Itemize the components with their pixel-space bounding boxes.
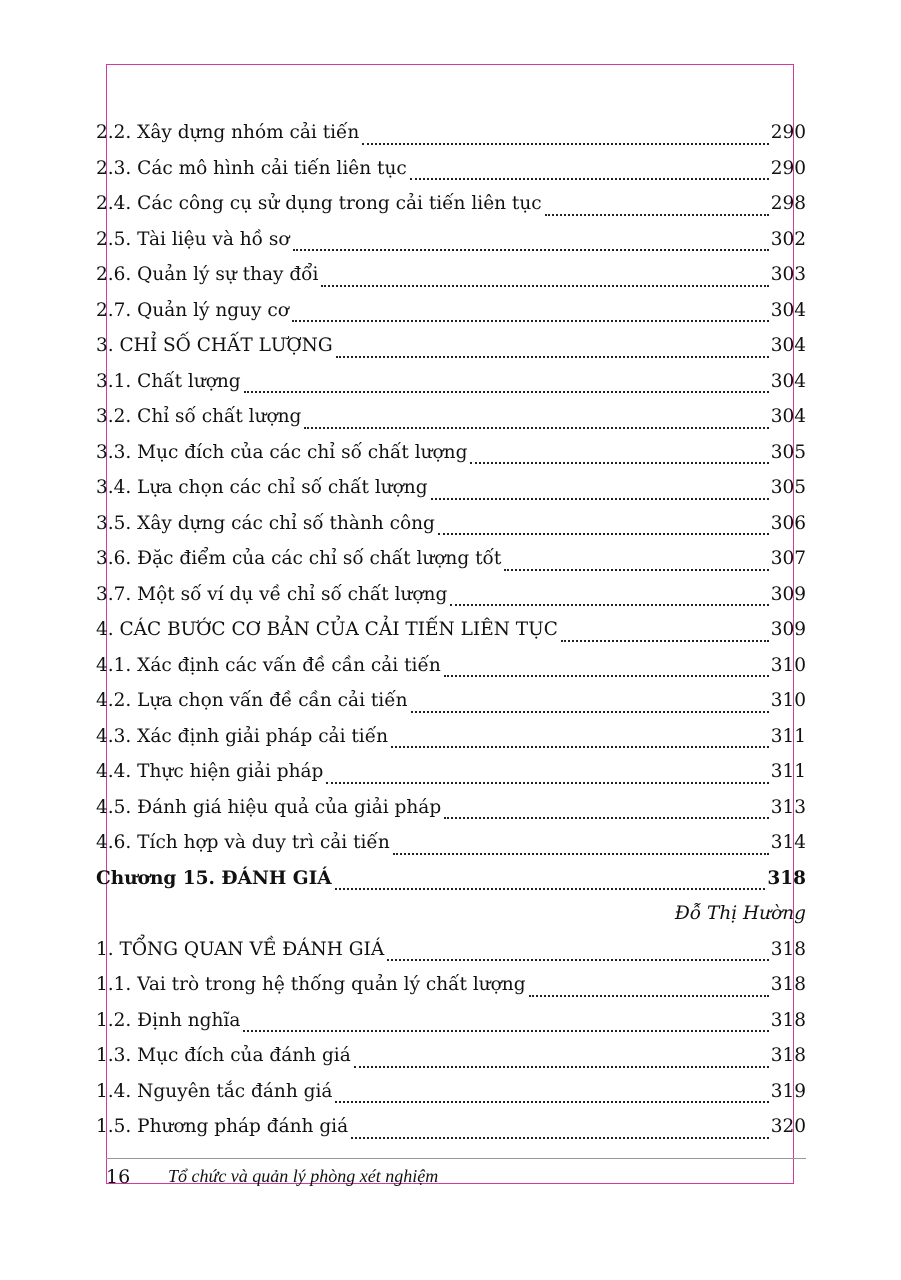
- toc-entry-page: 304: [770, 370, 806, 392]
- toc-dot-leader: [529, 995, 769, 997]
- toc-dot-leader: [304, 427, 768, 429]
- toc-dot-leader: [450, 604, 768, 606]
- toc-entry-label: 3.6. Đặc điểm của các chỉ số chất lượng tốt: [96, 548, 502, 569]
- toc-entry-label: 2.5. Tài liệu và hồ sơ: [96, 228, 290, 250]
- toc-dot-leader: [362, 143, 768, 145]
- toc-dot-leader: [391, 746, 769, 748]
- toc-entry[interactable]: [96, 1003, 806, 1039]
- toc-entry-page: 304: [770, 406, 806, 427]
- toc-entry-page: 318: [770, 938, 806, 960]
- toc-entry-label: 4. CÁC BƯỚC CƠ BẢN CỦA CẢI TIẾN LIÊN TỤC: [96, 619, 558, 640]
- toc-entry-label: 4.3. Xác định giải pháp cải tiến: [96, 725, 389, 747]
- toc-entry-label: 3.7. Một số ví dụ về chỉ số chất lượng: [96, 583, 448, 605]
- toc-entry-label: 2.7. Quản lý nguy cơ: [96, 299, 289, 321]
- toc-entry[interactable]: [96, 541, 806, 577]
- toc-entry-page: 309: [770, 583, 806, 605]
- toc-entry[interactable]: [96, 967, 806, 1003]
- toc-entry-page: 313: [770, 796, 806, 818]
- footer-book-title: Tổ chức và quản lý phòng xét nghiệm: [168, 1166, 439, 1186]
- toc-entry[interactable]: [96, 186, 806, 222]
- toc-entry[interactable]: [96, 470, 806, 506]
- toc-entry[interactable]: [96, 932, 806, 968]
- toc-dot-leader: [335, 888, 766, 890]
- toc-dot-leader: [335, 1101, 768, 1103]
- toc-entry[interactable]: [96, 577, 806, 613]
- toc-dot-leader: [292, 320, 769, 322]
- toc-dot-leader: [444, 675, 769, 677]
- toc-entry-label: 3.4. Lựa chọn các chỉ số chất lượng: [96, 477, 428, 498]
- table-of-contents: [96, 115, 806, 1145]
- toc-dot-leader: [336, 356, 769, 358]
- toc-dot-leader: [326, 782, 768, 784]
- toc-entry-page: 318: [767, 867, 806, 889]
- toc-entry-label: 1.1. Vai trò trong hệ thống quản lý chất lượng: [96, 974, 526, 995]
- toc-entry-label: 1.5. Phương pháp đánh giá: [96, 1116, 349, 1137]
- toc-entry-label: 2.3. Các mô hình cải tiến liên tục: [96, 157, 407, 179]
- toc-entry-page: 320: [770, 1116, 806, 1137]
- toc-dot-leader: [444, 817, 769, 819]
- toc-entry-page: 290: [770, 122, 806, 143]
- footer-page-number: 16: [106, 1166, 131, 1188]
- toc-entry[interactable]: [96, 115, 806, 151]
- toc-dot-leader: [561, 640, 769, 642]
- toc-entry[interactable]: [96, 1038, 806, 1074]
- toc-dot-leader: [410, 178, 769, 180]
- toc-dot-leader: [431, 498, 769, 500]
- chapter-author: Đỗ Thị Hường: [674, 903, 806, 924]
- toc-entry-label: 2.4. Các công cụ sử dụng trong cải tiến liên tục: [96, 193, 542, 214]
- toc-entry-label: 1. TỔNG QUAN VỀ ĐÁNH GIÁ: [96, 938, 385, 960]
- toc-entry[interactable]: [96, 435, 806, 471]
- toc-entry-page: 318: [770, 1009, 806, 1031]
- toc-entry-page: 311: [770, 761, 806, 782]
- toc-entry-page: 298: [770, 193, 806, 214]
- toc-entry-label: 3.1. Chất lượng: [96, 370, 241, 392]
- toc-dot-leader: [354, 1066, 769, 1068]
- toc-section-1: [96, 115, 806, 896]
- toc-dot-leader: [438, 533, 769, 535]
- toc-entry-label: 1.3. Mục đích của đánh giá: [96, 1045, 351, 1066]
- toc-dot-leader: [393, 853, 769, 855]
- toc-entry[interactable]: [96, 1074, 806, 1110]
- toc-entry[interactable]: [96, 754, 806, 790]
- toc-entry-label: 3. CHỈ SỐ CHẤT LƯỢNG: [96, 335, 333, 356]
- toc-entry-page: 303: [770, 264, 806, 285]
- toc-dot-leader: [545, 214, 769, 216]
- toc-dot-leader: [411, 711, 769, 713]
- toc-entry-label: 2.6. Quản lý sự thay đổi: [96, 264, 319, 285]
- toc-entry-label: 3.2. Chỉ số chất lượng: [96, 406, 302, 427]
- toc-entry[interactable]: [96, 293, 806, 329]
- toc-entry[interactable]: [96, 790, 806, 826]
- toc-entry-label: 1.2. Định nghĩa: [96, 1009, 241, 1031]
- toc-entry[interactable]: [96, 364, 806, 400]
- toc-entry-page: 314: [770, 832, 806, 853]
- toc-entry-page: 305: [770, 441, 806, 463]
- toc-entry-label: 4.2. Lựa chọn vấn đề cần cải tiến: [96, 690, 408, 711]
- toc-entry-page: 318: [770, 974, 806, 995]
- toc-entry-page: 290: [770, 157, 806, 179]
- toc-dot-leader: [244, 391, 769, 393]
- toc-entry-page: 304: [770, 299, 806, 321]
- toc-entry-label: 1.4. Nguyên tắc đánh giá: [96, 1080, 333, 1102]
- toc-entry-page: 305: [770, 477, 806, 498]
- toc-entry[interactable]: [96, 506, 806, 542]
- toc-entry[interactable]: [96, 825, 806, 861]
- toc-entry-label: 2.2. Xây dựng nhóm cải tiến: [96, 122, 360, 143]
- toc-entry[interactable]: [96, 648, 806, 684]
- toc-entry[interactable]: [96, 683, 806, 719]
- toc-entry[interactable]: [96, 719, 806, 755]
- toc-entry-page: 302: [770, 228, 806, 250]
- toc-entry[interactable]: [96, 612, 806, 648]
- toc-entry-page: 319: [770, 1080, 806, 1102]
- toc-entry-page: 306: [770, 512, 806, 534]
- toc-dot-leader: [243, 1030, 768, 1032]
- toc-entry-label: 4.6. Tích hợp và duy trì cải tiến: [96, 832, 390, 853]
- toc-entry[interactable]: [96, 222, 806, 258]
- toc-dot-leader: [321, 285, 768, 287]
- toc-entry-label: 3.5. Xây dựng các chỉ số thành công: [96, 512, 435, 534]
- toc-entry-page: 309: [770, 619, 806, 640]
- toc-entry-label: 4.1. Xác định các vấn đề cần cải tiến: [96, 654, 441, 676]
- toc-entry[interactable]: [96, 399, 806, 435]
- toc-entry[interactable]: [96, 1109, 806, 1145]
- toc-entry-page: 304: [770, 335, 806, 356]
- toc-section-2: [96, 932, 806, 1145]
- toc-dot-leader: [351, 1137, 769, 1139]
- toc-entry-page: 310: [770, 690, 806, 711]
- toc-dot-leader: [470, 462, 768, 464]
- toc-entry-page: 311: [770, 725, 806, 747]
- toc-entry[interactable]: [96, 257, 806, 293]
- toc-entry-label: 4.4. Thực hiện giải pháp: [96, 761, 324, 782]
- toc-entry-label: Chương 15. ĐÁNH GIÁ: [96, 867, 332, 889]
- toc-entry-label: 4.5. Đánh giá hiệu quả của giải pháp: [96, 796, 442, 818]
- toc-entry-label: 3.3. Mục đích của các chỉ số chất lượng: [96, 441, 468, 463]
- toc-entry[interactable]: [96, 328, 806, 364]
- toc-entry-page: 318: [770, 1045, 806, 1066]
- toc-dot-leader: [504, 569, 768, 571]
- toc-chapter-entry[interactable]: [96, 861, 806, 897]
- toc-entry[interactable]: [96, 151, 806, 187]
- toc-dot-leader: [387, 959, 769, 961]
- toc-entry-page: 307: [770, 548, 806, 569]
- footer-rule: [106, 1158, 806, 1159]
- toc-dot-leader: [293, 249, 769, 251]
- toc-entry-page: 310: [770, 654, 806, 676]
